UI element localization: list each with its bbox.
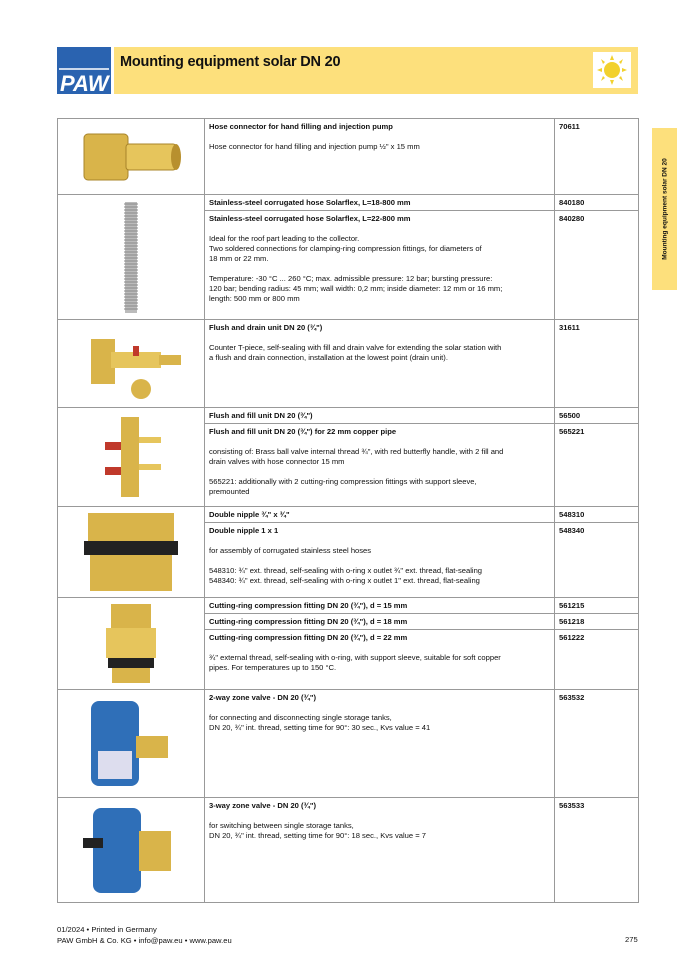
product-description: 548310: ¾" ext. thread, self-sealing with o-ring x outlet ¾" ext. thread, flat-sealing 548340: ¾" ext. thread, self-sealing with o-ring x outlet 1" ext. thread, flat-sealing bbox=[209, 566, 483, 585]
footer bbox=[57, 924, 232, 946]
product-description: for assembly of corrugated stainless steel hoses bbox=[209, 546, 372, 555]
product-description-cell bbox=[205, 195, 555, 210]
footer-print-info: 01/2024 • Printed in Germany bbox=[57, 925, 157, 934]
product-group bbox=[57, 320, 639, 408]
product-description-cell bbox=[205, 614, 555, 629]
table-row bbox=[205, 630, 638, 689]
product-description: 565221: additionally with 2 cutting-ring compression fittings with support sleeve, premounted bbox=[209, 477, 477, 496]
article-number: 840180 bbox=[559, 198, 585, 207]
product-group bbox=[57, 598, 639, 690]
title-bar bbox=[114, 47, 638, 94]
product-title: Double nipple ¾" x ¾" bbox=[209, 510, 290, 519]
table-row bbox=[205, 408, 638, 424]
brass-hose-connector-image bbox=[58, 119, 205, 194]
article-number: 548340 bbox=[559, 526, 585, 535]
product-title: Stainless-steel corrugated hose Solarflex, L=22-800 mm bbox=[209, 214, 411, 223]
table-row bbox=[205, 320, 638, 407]
table-row bbox=[205, 523, 638, 597]
table-row bbox=[205, 211, 638, 319]
product-description-cell bbox=[205, 119, 555, 194]
product-title: Cutting-ring compression fitting DN 20 (¾"), d = 18 mm bbox=[209, 617, 408, 626]
article-number: 565221 bbox=[559, 427, 585, 436]
product-title: Flush and fill unit DN 20 (¾") bbox=[209, 411, 313, 420]
article-number: 548310 bbox=[559, 510, 585, 519]
product-description-cell bbox=[205, 523, 555, 597]
article-number: 31611 bbox=[559, 323, 580, 332]
article-number: 563533 bbox=[559, 801, 585, 810]
corrugated-hose-image bbox=[58, 195, 205, 319]
article-number: 840280 bbox=[559, 214, 585, 223]
product-title: 3-way zone valve - DN 20 (¾") bbox=[209, 801, 316, 810]
product-title: Flush and drain unit DN 20 (¾") bbox=[209, 323, 323, 332]
page-number: 275 bbox=[625, 935, 638, 944]
article-number: 561222 bbox=[559, 633, 585, 642]
product-title: Cutting-ring compression fitting DN 20 (¾"), d = 15 mm bbox=[209, 601, 408, 610]
product-description: Counter T-piece, self-sealing with fill and drain valve for extending the solar station with a flush and drain connection, installation at the lowest point (drain unit). bbox=[209, 343, 502, 362]
product-description-cell bbox=[205, 320, 555, 407]
page-title: Mounting equipment solar DN 20 bbox=[120, 54, 341, 70]
footer-company-info: PAW GmbH & Co. KG • info@paw.eu • www.paw.eu bbox=[57, 936, 232, 945]
paw-logo bbox=[57, 47, 111, 94]
product-description: for connecting and disconnecting single storage tanks, DN 20, ¾" int. thread, setting time for 90°: 30 sec., Kvs value = 41 bbox=[209, 713, 431, 732]
product-description: for switching between single storage tanks, DN 20, ¾" int. thread, setting time for 90°: 18 sec., Kvs value = 7 bbox=[209, 821, 426, 840]
product-group bbox=[57, 507, 639, 598]
product-description-cell bbox=[205, 630, 555, 689]
table-row bbox=[205, 798, 638, 902]
product-description-cell bbox=[205, 408, 555, 423]
article-number: 563532 bbox=[559, 693, 585, 702]
flush-fill-unit-image bbox=[58, 408, 205, 506]
product-group bbox=[57, 690, 639, 798]
table-row bbox=[205, 614, 638, 630]
product-description: Temperature: -30 °C ... 260 °C; max. admissible pressure: 12 bar; bursting pressure: 120 bar; bending radius: 45 mm; wall width: 0,2 mm; inside diameter: 12 mm or 16 mm; length: 500 mm or 800 mm bbox=[209, 274, 503, 303]
product-description-cell bbox=[205, 424, 555, 506]
table-row bbox=[205, 424, 638, 506]
product-group bbox=[57, 798, 639, 903]
table-row bbox=[205, 507, 638, 523]
product-title: Stainless-steel corrugated hose Solarflex, L=18-800 mm bbox=[209, 198, 411, 207]
product-group bbox=[57, 195, 639, 320]
table-row bbox=[205, 195, 638, 211]
side-tab-label: Mounting equipment solar DN 20 bbox=[661, 158, 668, 260]
article-number: 561215 bbox=[559, 601, 585, 610]
product-description: consisting of: Brass ball valve internal thread ¾", with red butterfly handle, with 2 fill and drain valves with hose connector 15 mm bbox=[209, 447, 504, 466]
product-table bbox=[57, 118, 639, 903]
product-description-cell bbox=[205, 690, 555, 797]
product-description-cell bbox=[205, 507, 555, 522]
svg-text:PAW: PAW bbox=[60, 71, 109, 94]
3-way-zone-valve-image bbox=[58, 798, 205, 902]
compression-fitting-image bbox=[58, 598, 205, 689]
table-row bbox=[205, 690, 638, 797]
section-side-tab bbox=[652, 128, 677, 290]
sun-icon bbox=[593, 52, 631, 88]
product-group bbox=[57, 119, 639, 195]
table-row bbox=[205, 119, 638, 194]
double-nipple-image bbox=[58, 507, 205, 597]
product-description-cell bbox=[205, 598, 555, 613]
flush-drain-unit-image bbox=[58, 320, 205, 407]
product-description: Hose connector for hand filling and injection pump ½" x 15 mm bbox=[209, 142, 420, 151]
article-number: 561218 bbox=[559, 617, 585, 626]
product-title: Hose connector for hand filling and injection pump bbox=[209, 122, 393, 131]
product-description: Ideal for the roof part leading to the collector. Two soldered connections for clamping-ring compression fittings, for diameters of 18 mm or 22 mm. bbox=[209, 234, 482, 263]
product-description: ¾" external thread, self-sealing with o-ring, with support sleeve, suitable for soft copper pipes. For temperatures up to 150 °C. bbox=[209, 653, 501, 672]
article-number: 70611 bbox=[559, 122, 580, 131]
table-row bbox=[205, 598, 638, 614]
product-title: Flush and fill unit DN 20 (¾") for 22 mm copper pipe bbox=[209, 427, 397, 436]
article-number: 56500 bbox=[559, 411, 581, 420]
product-title: Double nipple 1 x 1 bbox=[209, 526, 279, 535]
product-group bbox=[57, 408, 639, 507]
product-title: Cutting-ring compression fitting DN 20 (¾"), d = 22 mm bbox=[209, 633, 408, 642]
product-description-cell bbox=[205, 798, 555, 902]
product-title: 2-way zone valve - DN 20 (¾") bbox=[209, 693, 316, 702]
product-description-cell bbox=[205, 211, 555, 319]
2-way-zone-valve-image bbox=[58, 690, 205, 797]
